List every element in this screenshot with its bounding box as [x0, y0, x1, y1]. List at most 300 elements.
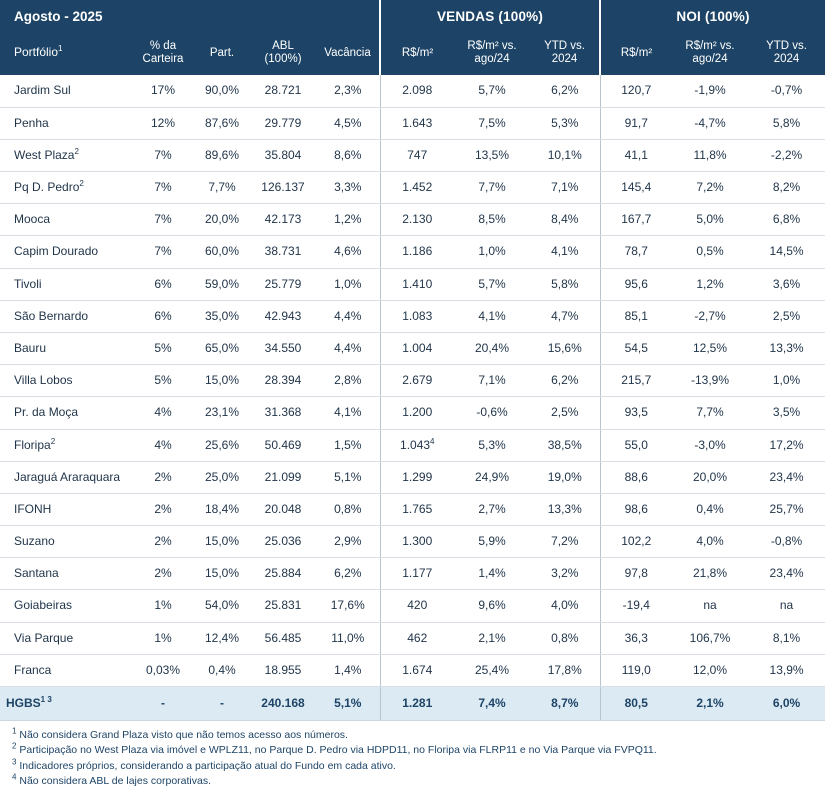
cell-abl: 25.884 [250, 558, 316, 590]
cell-noi-rsm2: 88,6 [600, 461, 672, 493]
cell-name-label: Suzano [14, 534, 55, 549]
cell-vendas-ytd: 19,0% [530, 461, 600, 493]
cell-noi-vs: -4,7% [672, 107, 748, 139]
cell-name-label: Jardim Sul [14, 83, 71, 98]
cell-part: 59,0% [194, 268, 250, 300]
column-header-vendas-rsm2: R$/m² [380, 33, 454, 75]
cell-part: 54,0% [194, 590, 250, 622]
footnote-2 [12, 743, 815, 758]
cell-carteira: 7% [132, 139, 194, 171]
cell-vendas-rsm2-value: 420 [407, 598, 428, 613]
cell-vendas-vs: 5,7% [454, 268, 530, 300]
table-row [0, 300, 825, 332]
cell-noi-vs: 4,0% [672, 526, 748, 558]
cell-noi-vs: -2,7% [672, 300, 748, 332]
cell-name [0, 654, 132, 686]
cell-name-label: Goiabeiras [14, 598, 73, 613]
header-band [0, 0, 825, 33]
cell-vacancia: 4,4% [316, 300, 380, 332]
cell-noi-ytd: -2,2% [748, 139, 825, 171]
cell-noi-rsm2: 91,7 [600, 107, 672, 139]
footnote-3-marker: 3 [12, 757, 17, 767]
cell-name-label: Bauru [14, 340, 47, 355]
cell-vacancia: 2,3% [316, 75, 380, 107]
column-header-row [0, 33, 825, 75]
cell-vendas-rsm2 [380, 397, 454, 429]
cell-name-sup: 2 [50, 436, 56, 446]
cell-name [0, 332, 132, 364]
cell-carteira: 7% [132, 172, 194, 204]
cell-noi-rsm2: 93,5 [600, 397, 672, 429]
cell-carteira: 12% [132, 107, 194, 139]
cell-vendas-rsm2-value: 1.452 [402, 180, 433, 194]
cell-noi-ytd: 13,3% [748, 332, 825, 364]
cell-vendas-ytd: 10,1% [530, 139, 600, 171]
cell-vacancia: 1,2% [316, 204, 380, 236]
cell-vendas-rsm2 [380, 75, 454, 107]
cell-name-label: West Plaza [14, 147, 75, 162]
table-row [0, 429, 825, 461]
cell-name-label: Pr. da Moça [14, 405, 79, 420]
cell-noi-vs-total: 2,1% [672, 687, 748, 721]
cell-noi-rsm2: 120,7 [600, 75, 672, 107]
cell-abl: 126.137 [250, 172, 316, 204]
cell-part: 90,0% [194, 75, 250, 107]
column-header-vendas-vs-ago24: R$/m² vs. ago/24 [454, 33, 530, 75]
cell-abl: 56.485 [250, 622, 316, 654]
cell-vendas-rsm2-value: 1.177 [402, 566, 433, 581]
cell-vendas-vs: 5,9% [454, 526, 530, 558]
cell-noi-vs: na [672, 590, 748, 622]
cell-vacancia: 4,4% [316, 332, 380, 364]
column-header-portfolio-sup: 1 [58, 44, 63, 54]
cell-name [0, 300, 132, 332]
cell-noi-vs: 106,7% [672, 622, 748, 654]
cell-name-label: Pq D. Pedro [14, 180, 80, 194]
table-row [0, 493, 825, 525]
column-header-carteira: % da Carteira [132, 33, 194, 75]
cell-part-total: - [194, 687, 250, 721]
table-row [0, 365, 825, 397]
cell-vendas-ytd-total: 8,7% [530, 687, 600, 721]
cell-carteira: 2% [132, 493, 194, 525]
cell-name [0, 365, 132, 397]
cell-noi-vs: -13,9% [672, 365, 748, 397]
cell-name-label: Via Parque [14, 630, 74, 645]
cell-name-label: Penha [14, 115, 49, 130]
cell-noi-vs: 0,5% [672, 236, 748, 268]
cell-vendas-ytd: 38,5% [530, 429, 600, 461]
cell-vendas-rsm2-value: 1.004 [402, 340, 433, 355]
cell-part: 15,0% [194, 558, 250, 590]
column-header-noi-ytd: YTD vs. 2024 [748, 33, 825, 75]
cell-noi-rsm2: 36,3 [600, 622, 672, 654]
cell-abl: 50.469 [250, 429, 316, 461]
cell-carteira: 1% [132, 590, 194, 622]
cell-vendas-rsm2-value: 1.200 [402, 405, 433, 420]
table-row [0, 236, 825, 268]
column-header-portfolio [0, 33, 132, 75]
cell-vendas-rsm2-value: 1.674 [402, 662, 433, 677]
cell-part: 0,4% [194, 654, 250, 686]
cell-noi-ytd: 1,0% [748, 365, 825, 397]
cell-vendas-vs: 7,7% [454, 172, 530, 204]
cell-name-label: Franca [14, 662, 52, 677]
cell-part: 15,0% [194, 365, 250, 397]
cell-noi-ytd: 14,5% [748, 236, 825, 268]
period-label: Agosto - 2025 [0, 0, 380, 33]
cell-abl: 38.731 [250, 236, 316, 268]
cell-vendas-rsm2 [380, 461, 454, 493]
cell-name-label: Mooca [14, 212, 51, 227]
cell-vendas-ytd: 17,8% [530, 654, 600, 686]
cell-vendas-rsm2-value: 1.765 [402, 501, 433, 516]
cell-vendas-rsm2 [380, 268, 454, 300]
cell-noi-ytd: na [748, 590, 825, 622]
cell-vendas-vs: -0,6% [454, 397, 530, 429]
cell-part: 89,6% [194, 139, 250, 171]
cell-vendas-vs: 2,7% [454, 493, 530, 525]
cell-vendas-ytd: 5,8% [530, 268, 600, 300]
column-header-noi-rsm2: R$/m² [600, 33, 672, 75]
cell-name-total-label: HGBS [6, 696, 41, 710]
cell-vendas-rsm2 [380, 107, 454, 139]
cell-vendas-ytd: 3,2% [530, 558, 600, 590]
cell-noi-vs: -3,0% [672, 429, 748, 461]
cell-noi-rsm2: 167,7 [600, 204, 672, 236]
cell-vendas-vs: 1,4% [454, 558, 530, 590]
cell-vendas-ytd: 5,3% [530, 107, 600, 139]
cell-vendas-vs: 8,5% [454, 204, 530, 236]
cell-abl: 35.804 [250, 139, 316, 171]
cell-vendas-ytd: 7,2% [530, 526, 600, 558]
cell-abl: 28.721 [250, 75, 316, 107]
cell-part: 15,0% [194, 526, 250, 558]
cell-noi-rsm2: 97,8 [600, 558, 672, 590]
footnote-3 [12, 759, 815, 774]
cell-vendas-rsm2-value: 747 [407, 147, 428, 162]
cell-noi-rsm2: 41,1 [600, 139, 672, 171]
cell-noi-vs: 5,0% [672, 204, 748, 236]
cell-noi-ytd: 5,8% [748, 107, 825, 139]
cell-vendas-ytd: 2,5% [530, 397, 600, 429]
cell-carteira-total: - [132, 687, 194, 721]
cell-vendas-rsm2-value: 1.186 [402, 244, 433, 259]
cell-vendas-vs: 7,1% [454, 365, 530, 397]
cell-vendas-vs: 9,6% [454, 590, 530, 622]
cell-vacancia: 0,8% [316, 493, 380, 525]
cell-carteira: 0,03% [132, 654, 194, 686]
cell-noi-rsm2: 119,0 [600, 654, 672, 686]
footnote-4-text: Não considera ABL de lajes corporativas. [16, 774, 212, 787]
table-row [0, 397, 825, 429]
cell-vendas-rsm2 [380, 300, 454, 332]
cell-vacancia: 6,2% [316, 558, 380, 590]
cell-noi-rsm2: 145,4 [600, 172, 672, 204]
cell-vendas-ytd: 6,2% [530, 75, 600, 107]
cell-vendas-rsm2 [380, 590, 454, 622]
table-row [0, 204, 825, 236]
column-header-portfolio-label: Portfólio [14, 45, 59, 60]
cell-vendas-rsm2-value: 1.410 [402, 276, 433, 291]
cell-vendas-rsm2-value: 462 [407, 630, 428, 645]
cell-vendas-rsm2 [380, 558, 454, 590]
cell-vendas-rsm2-value: 1.083 [402, 308, 433, 323]
cell-name [0, 429, 132, 461]
cell-vacancia: 17,6% [316, 590, 380, 622]
table-row-total [0, 687, 825, 721]
cell-name-label: Villa Lobos [14, 373, 73, 388]
cell-noi-vs: 20,0% [672, 461, 748, 493]
footnote-4 [12, 774, 815, 789]
cell-noi-ytd: 6,8% [748, 204, 825, 236]
table-header [0, 0, 825, 75]
cell-name [0, 236, 132, 268]
cell-vendas-vs: 5,7% [454, 75, 530, 107]
cell-vendas-rsm2 [380, 493, 454, 525]
cell-abl: 42.173 [250, 204, 316, 236]
table-row [0, 107, 825, 139]
cell-vendas-ytd: 4,7% [530, 300, 600, 332]
cell-part: 65,0% [194, 332, 250, 364]
cell-noi-ytd: 3,5% [748, 397, 825, 429]
cell-name [0, 493, 132, 525]
cell-name [0, 75, 132, 107]
cell-vendas-rsm2 [380, 139, 454, 171]
cell-noi-rsm2-total: 80,5 [600, 687, 672, 721]
cell-name [0, 558, 132, 590]
cell-vendas-vs: 1,0% [454, 236, 530, 268]
group-header-noi: NOI (100%) [600, 0, 825, 33]
cell-carteira: 4% [132, 397, 194, 429]
cell-name [0, 622, 132, 654]
cell-carteira: 2% [132, 461, 194, 493]
cell-name [0, 268, 132, 300]
cell-noi-ytd: 3,6% [748, 268, 825, 300]
cell-vendas-rsm2 [380, 654, 454, 686]
cell-abl-total: 240.168 [250, 687, 316, 721]
cell-vendas-rsm2 [380, 332, 454, 364]
cell-noi-rsm2: 215,7 [600, 365, 672, 397]
table-row [0, 558, 825, 590]
cell-vendas-ytd: 0,8% [530, 622, 600, 654]
cell-name-total-sup: 1 3 [40, 695, 52, 704]
cell-vendas-vs: 2,1% [454, 622, 530, 654]
cell-vacancia: 2,8% [316, 365, 380, 397]
cell-carteira: 1% [132, 622, 194, 654]
cell-vendas-rsm2-value: 1.043 [400, 437, 431, 452]
column-header-vacancia: Vacância [316, 33, 380, 75]
footnotes [0, 720, 825, 793]
cell-noi-ytd: 13,9% [748, 654, 825, 686]
cell-noi-vs: 12,0% [672, 654, 748, 686]
cell-part: 7,7% [194, 172, 250, 204]
table-row [0, 268, 825, 300]
cell-vendas-vs: 25,4% [454, 654, 530, 686]
cell-noi-rsm2: 54,5 [600, 332, 672, 364]
cell-vendas-rsm2-value: 1.300 [402, 534, 433, 549]
cell-noi-ytd: 2,5% [748, 300, 825, 332]
cell-vacancia: 1,0% [316, 268, 380, 300]
cell-vacancia: 11,0% [316, 622, 380, 654]
cell-name-label: Tivoli [14, 276, 42, 291]
table-row [0, 654, 825, 686]
footnote-1 [12, 728, 815, 743]
cell-noi-rsm2: 102,2 [600, 526, 672, 558]
cell-part: 35,0% [194, 300, 250, 332]
cell-carteira: 2% [132, 526, 194, 558]
cell-noi-rsm2: 85,1 [600, 300, 672, 332]
cell-noi-vs: 12,5% [672, 332, 748, 364]
cell-noi-vs: 0,4% [672, 493, 748, 525]
table-row [0, 139, 825, 171]
cell-noi-ytd: -0,8% [748, 526, 825, 558]
cell-part: 23,1% [194, 397, 250, 429]
footnote-4-marker: 4 [12, 772, 17, 782]
table-body [0, 75, 825, 720]
table-row [0, 622, 825, 654]
cell-vendas-ytd: 6,2% [530, 365, 600, 397]
cell-carteira: 7% [132, 236, 194, 268]
cell-vendas-rsm2-sup: 4 [430, 436, 435, 446]
cell-abl: 18.955 [250, 654, 316, 686]
cell-name-label: Capim Dourado [14, 244, 99, 259]
cell-noi-ytd: -0,7% [748, 75, 825, 107]
cell-vendas-rsm2-total: 1.281 [380, 687, 454, 721]
cell-noi-rsm2: 98,6 [600, 493, 672, 525]
cell-vacancia: 5,1% [316, 461, 380, 493]
cell-abl: 42.943 [250, 300, 316, 332]
cell-abl: 25.831 [250, 590, 316, 622]
cell-vendas-rsm2 [380, 365, 454, 397]
table-row [0, 590, 825, 622]
cell-abl: 25.779 [250, 268, 316, 300]
cell-carteira: 4% [132, 429, 194, 461]
footnote-1-text: Não considera Grand Plaza visto que não temos acesso aos números. [16, 729, 348, 742]
cell-vacancia: 2,9% [316, 526, 380, 558]
cell-name-label: Jaraguá Araraquara [14, 469, 121, 484]
cell-vendas-rsm2 [380, 172, 454, 204]
cell-abl: 20.048 [250, 493, 316, 525]
cell-name-label: IFONH [14, 501, 52, 516]
cell-noi-vs: 1,2% [672, 268, 748, 300]
cell-carteira: 5% [132, 365, 194, 397]
cell-vacancia: 1,4% [316, 654, 380, 686]
cell-vacancia: 4,6% [316, 236, 380, 268]
cell-noi-ytd: 8,1% [748, 622, 825, 654]
cell-vendas-vs: 24,9% [454, 461, 530, 493]
cell-noi-ytd: 17,2% [748, 429, 825, 461]
cell-vendas-rsm2 [380, 526, 454, 558]
cell-noi-rsm2: 55,0 [600, 429, 672, 461]
cell-vendas-rsm2-value: 2.098 [402, 83, 433, 98]
cell-vendas-ytd: 8,4% [530, 204, 600, 236]
cell-name-label: São Bernardo [14, 308, 89, 323]
cell-name-label: Santana [14, 566, 59, 581]
cell-abl: 25.036 [250, 526, 316, 558]
cell-name [0, 526, 132, 558]
cell-noi-ytd: 23,4% [748, 558, 825, 590]
cell-vacancia: 4,5% [316, 107, 380, 139]
cell-name [0, 139, 132, 171]
cell-vendas-ytd: 4,0% [530, 590, 600, 622]
cell-part: 20,0% [194, 204, 250, 236]
cell-vendas-ytd: 7,1% [530, 172, 600, 204]
cell-vacancia: 4,1% [316, 397, 380, 429]
cell-part: 87,6% [194, 107, 250, 139]
cell-noi-rsm2: 95,6 [600, 268, 672, 300]
cell-carteira: 6% [132, 300, 194, 332]
cell-part: 18,4% [194, 493, 250, 525]
cell-abl: 29.779 [250, 107, 316, 139]
footnote-1-marker: 1 [12, 726, 17, 736]
table-row [0, 461, 825, 493]
cell-vendas-rsm2 [380, 236, 454, 268]
cell-vendas-rsm2-value: 2.679 [402, 373, 433, 388]
cell-name [0, 461, 132, 493]
cell-carteira: 6% [132, 268, 194, 300]
cell-vendas-rsm2-value: 1.643 [402, 115, 433, 130]
cell-noi-vs: 21,8% [672, 558, 748, 590]
cell-abl: 31.368 [250, 397, 316, 429]
cell-abl: 34.550 [250, 332, 316, 364]
cell-name [0, 107, 132, 139]
cell-vendas-vs: 13,5% [454, 139, 530, 171]
footnote-3-text: Indicadores próprios, considerando a participação atual do Fundo em cada ativo. [16, 759, 396, 772]
cell-vacancia-total: 5,1% [316, 687, 380, 721]
cell-name-sup: 2 [79, 179, 84, 188]
cell-vendas-ytd: 13,3% [530, 493, 600, 525]
cell-part: 60,0% [194, 236, 250, 268]
column-header-noi-vs-ago24: R$/m² vs. ago/24 [672, 33, 748, 75]
column-header-abl: ABL (100%) [250, 33, 316, 75]
cell-vacancia: 1,5% [316, 429, 380, 461]
cell-noi-ytd: 23,4% [748, 461, 825, 493]
cell-noi-vs: 7,7% [672, 397, 748, 429]
footnote-2-text: Participação no West Plaza via imóvel e WPLZ11, no Parque D. Pedro via HDPD11, no Floripa via FLRP11 e no Via Parque via FVPQ11. [16, 744, 657, 757]
cell-noi-ytd-total: 6,0% [748, 687, 825, 721]
cell-noi-vs: 7,2% [672, 172, 748, 204]
cell-vendas-vs: 4,1% [454, 300, 530, 332]
table-row [0, 75, 825, 107]
cell-part: 12,4% [194, 622, 250, 654]
table-row [0, 332, 825, 364]
cell-vacancia: 8,6% [316, 139, 380, 171]
cell-abl: 21.099 [250, 461, 316, 493]
cell-name [0, 172, 132, 204]
cell-noi-ytd: 25,7% [748, 493, 825, 525]
cell-carteira: 17% [132, 75, 194, 107]
cell-name [0, 204, 132, 236]
table-row [0, 526, 825, 558]
cell-noi-rsm2: 78,7 [600, 236, 672, 268]
cell-noi-vs: 11,8% [672, 139, 748, 171]
cell-name [0, 590, 132, 622]
cell-vendas-rsm2 [380, 622, 454, 654]
cell-carteira: 5% [132, 332, 194, 364]
cell-name-label: Floripa [14, 437, 51, 452]
cell-vendas-rsm2-value: 1.299 [402, 469, 433, 484]
cell-vendas-rsm2-value: 2.130 [402, 212, 433, 227]
cell-vendas-vs: 20,4% [454, 332, 530, 364]
cell-vendas-rsm2 [380, 429, 454, 461]
table-row [0, 172, 825, 204]
cell-name-total [0, 687, 132, 721]
column-header-vendas-ytd: YTD vs. 2024 [530, 33, 600, 75]
cell-part: 25,6% [194, 429, 250, 461]
cell-noi-vs: -1,9% [672, 75, 748, 107]
cell-name [0, 397, 132, 429]
